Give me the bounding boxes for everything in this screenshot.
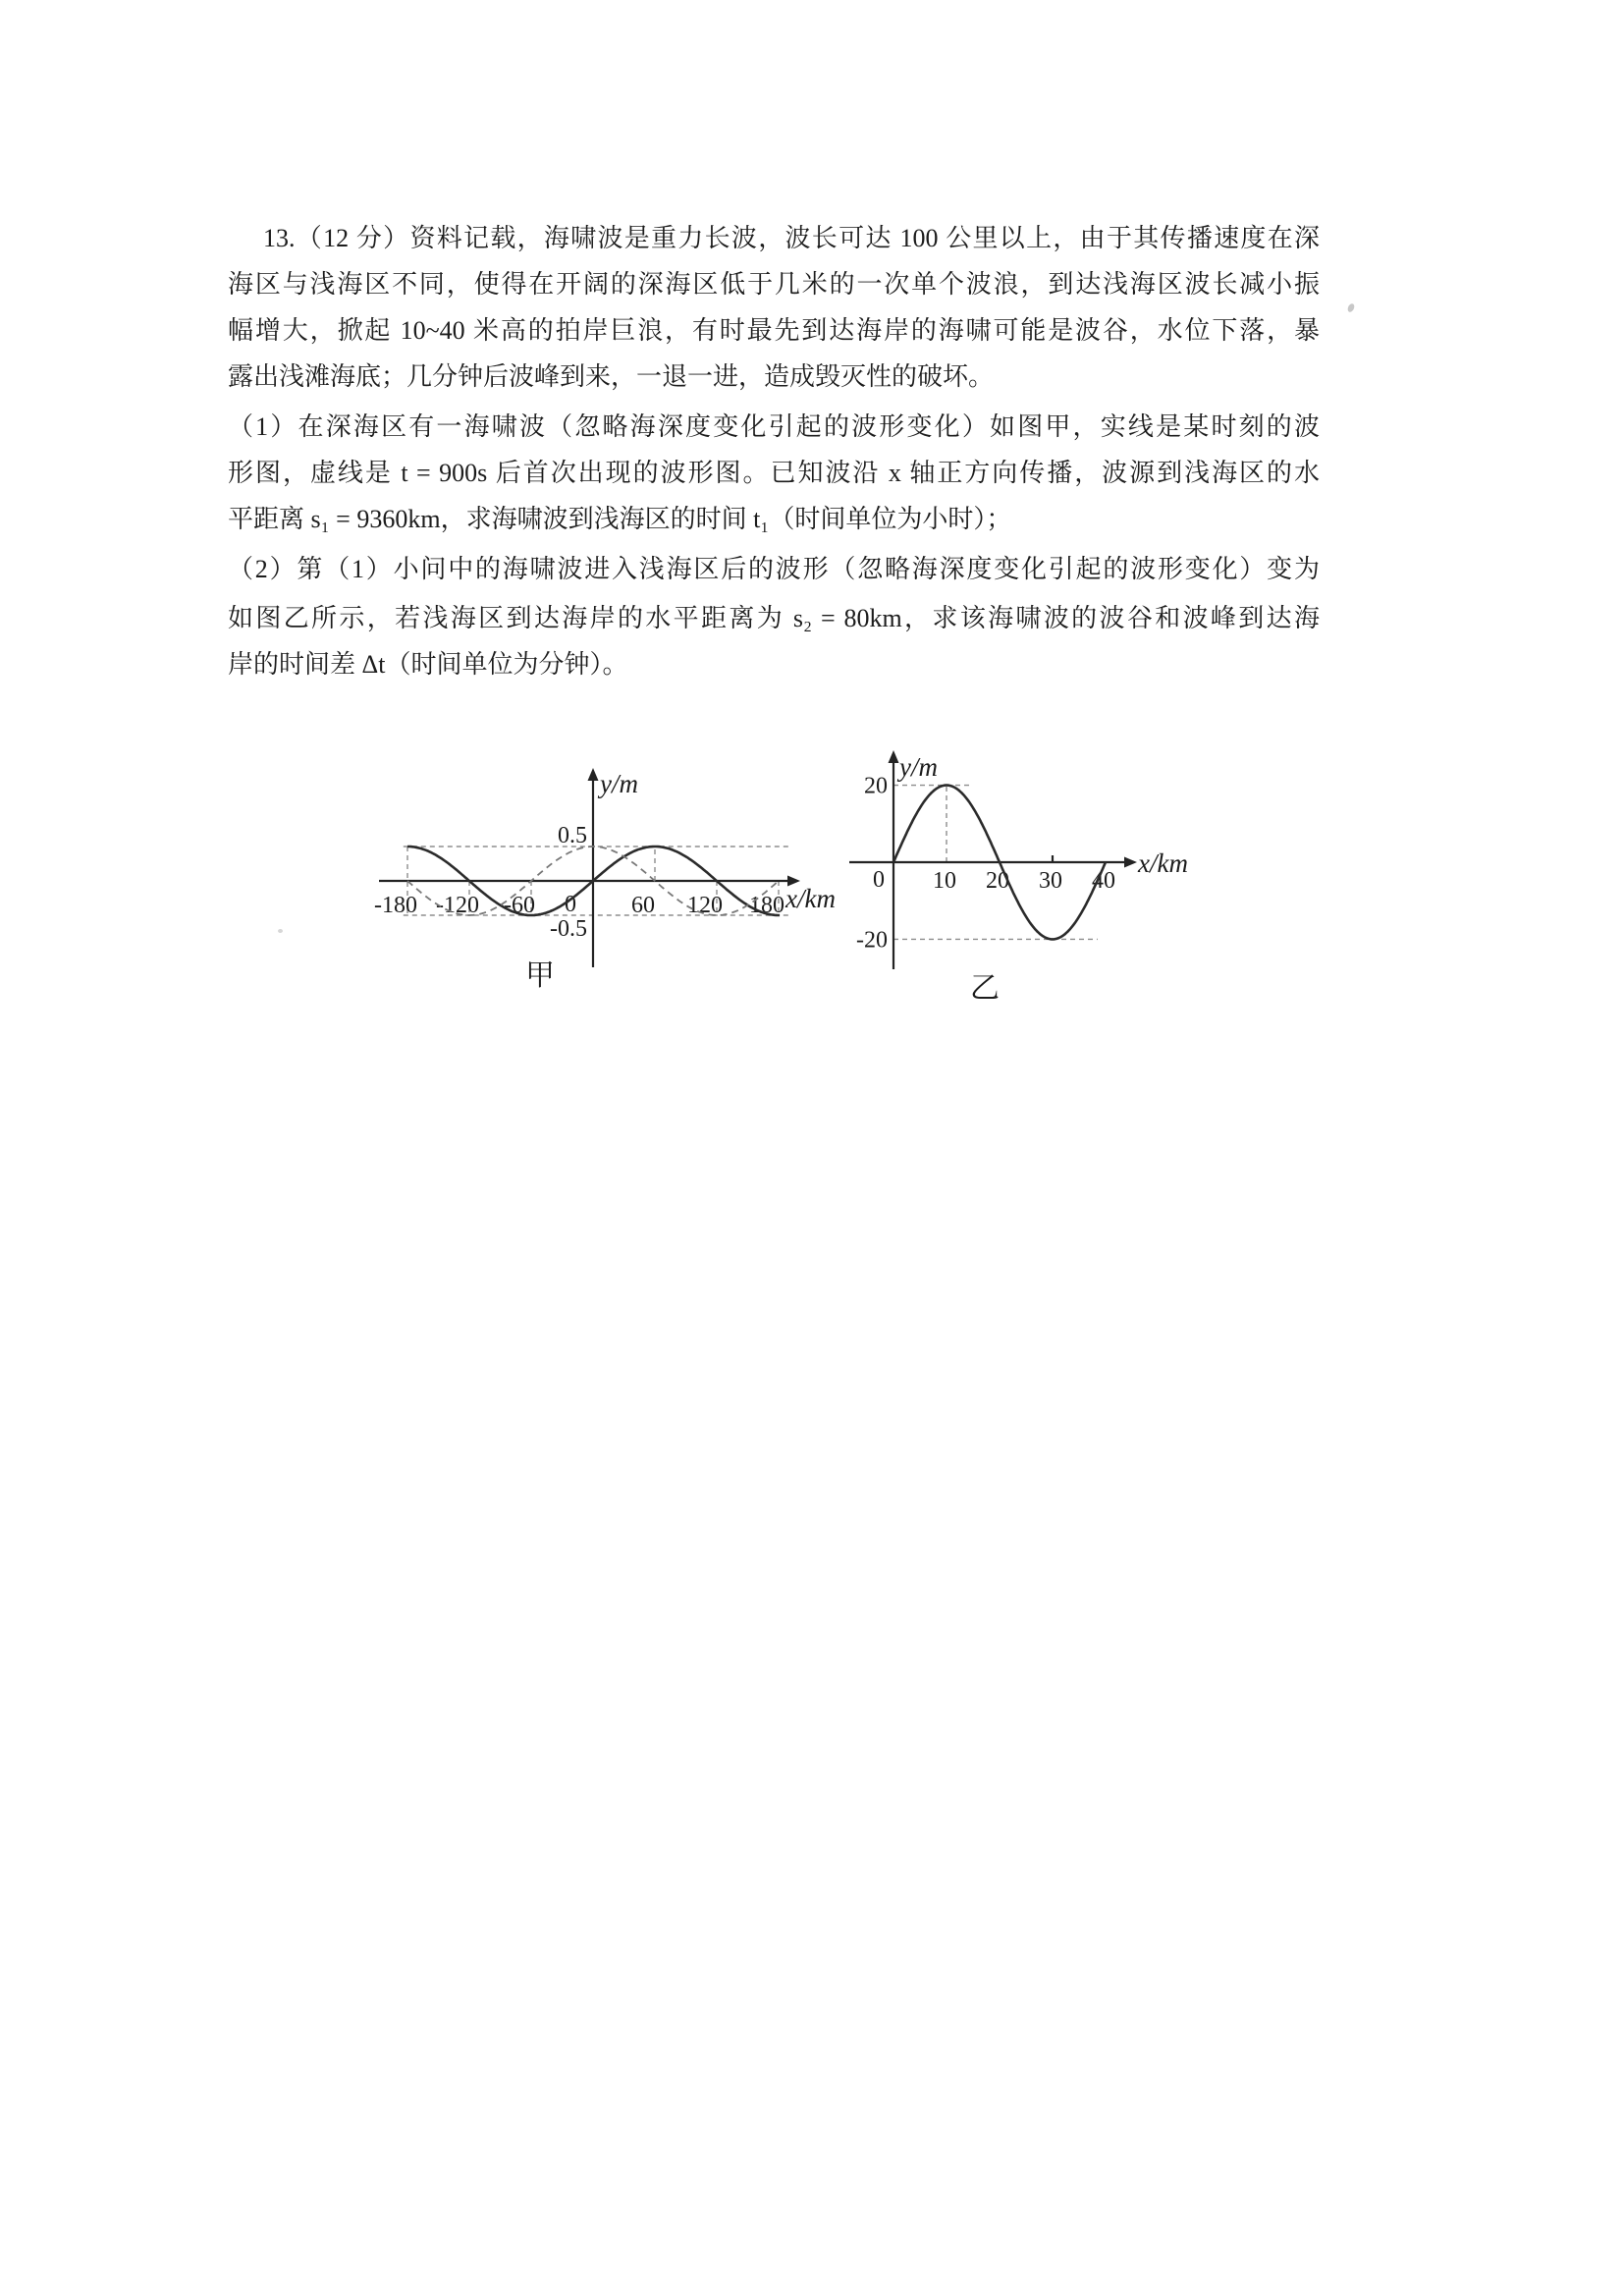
problem-text-line-9: 如图乙所示，若浅海区到达海岸的水平距离为 s₂ = 80km，求该海啸波的波谷和波峰到达海 [228, 604, 1320, 632]
x-tick-label: 180 [749, 893, 784, 918]
waveform-chart-jia [324, 756, 859, 1002]
problem-text-line-3: 幅增大，掀起 10~40 米高的拍岸巨浪，有时最先到达海岸的海啸可能是波谷，水位下落，暴 [228, 316, 1320, 345]
y-tick-label: -20 [856, 927, 888, 954]
y-tick-label: 0.5 [558, 823, 587, 848]
problem-text-line-4: 露出浅滩海底；几分钟后波峰到来，一退一进，造成毁灭性的破坏。 [228, 362, 995, 391]
problem-text-line-5: （1）在深海区有一海啸波（忽略海深度变化引起的波形变化）如图甲，实线是某时刻的波 [228, 412, 1320, 441]
problem-text-line-8: （2）第（1）小问中的海啸波进入浅海区后的波形（忽略海深度变化引起的波形变化）变为 [228, 555, 1320, 583]
y-tick-label: -0.5 [550, 916, 587, 942]
problem-13-text [228, 215, 1320, 687]
x-tick-label: 60 [631, 893, 655, 918]
figure-yi-caption: 乙 [970, 972, 1000, 1005]
problem-text-line-2: 海区与浅海区不同，使得在开阔的深海区低于几米的一次单个波浪，到达浅海区波长减小振 [228, 270, 1320, 299]
x-axis-arrow-icon [1124, 857, 1137, 868]
origin-label: 0 [873, 867, 885, 893]
x-tick-label: -180 [374, 893, 417, 918]
x-tick-label: 40 [1092, 868, 1115, 894]
problem-text-line-7: 平距离 s₁ = 9360km，求海啸波到浅海区的时间 t₁（时间单位为小时）； [228, 505, 1012, 533]
y-axis-arrow-icon [889, 750, 899, 763]
problem-text-line-6: 形图，虚线是 t = 900s 后首次出现的波形图。已知波沿 x 轴正方向传播，波源到浅海区的水 [228, 459, 1320, 487]
waveform-chart-yi [844, 741, 1217, 1005]
y-axis-label: y/m [600, 769, 638, 798]
scan-artifact-speck [1346, 302, 1355, 313]
y-axis-label: y/m [899, 752, 938, 782]
scan-artifact-speck [278, 929, 283, 933]
x-axis-label: x/km [1138, 848, 1188, 878]
y-axis-arrow-icon [588, 768, 599, 781]
problem-text-line-10: 岸的时间差 Δt（时间单位为分钟）。 [228, 650, 628, 679]
figure-yi [844, 741, 1217, 1005]
x-axis-label: x/km [785, 884, 836, 913]
x-tick-label: 10 [933, 868, 956, 894]
x-tick-label: 30 [1039, 868, 1062, 894]
x-tick-label: -60 [504, 893, 535, 918]
origin-label: 0 [565, 892, 576, 917]
figure-jia-caption: 甲 [525, 959, 555, 992]
figure-jia [324, 756, 859, 1002]
problem-text-line-1: 13.（12 分）资料记载，海啸波是重力长波，波长可达 100 公里以上，由于其传播速度在深 [263, 224, 1320, 252]
x-tick-label: 20 [986, 868, 1009, 894]
y-tick-label: 20 [864, 773, 888, 799]
x-tick-label: 120 [687, 893, 723, 918]
x-tick-label: -120 [436, 893, 479, 918]
